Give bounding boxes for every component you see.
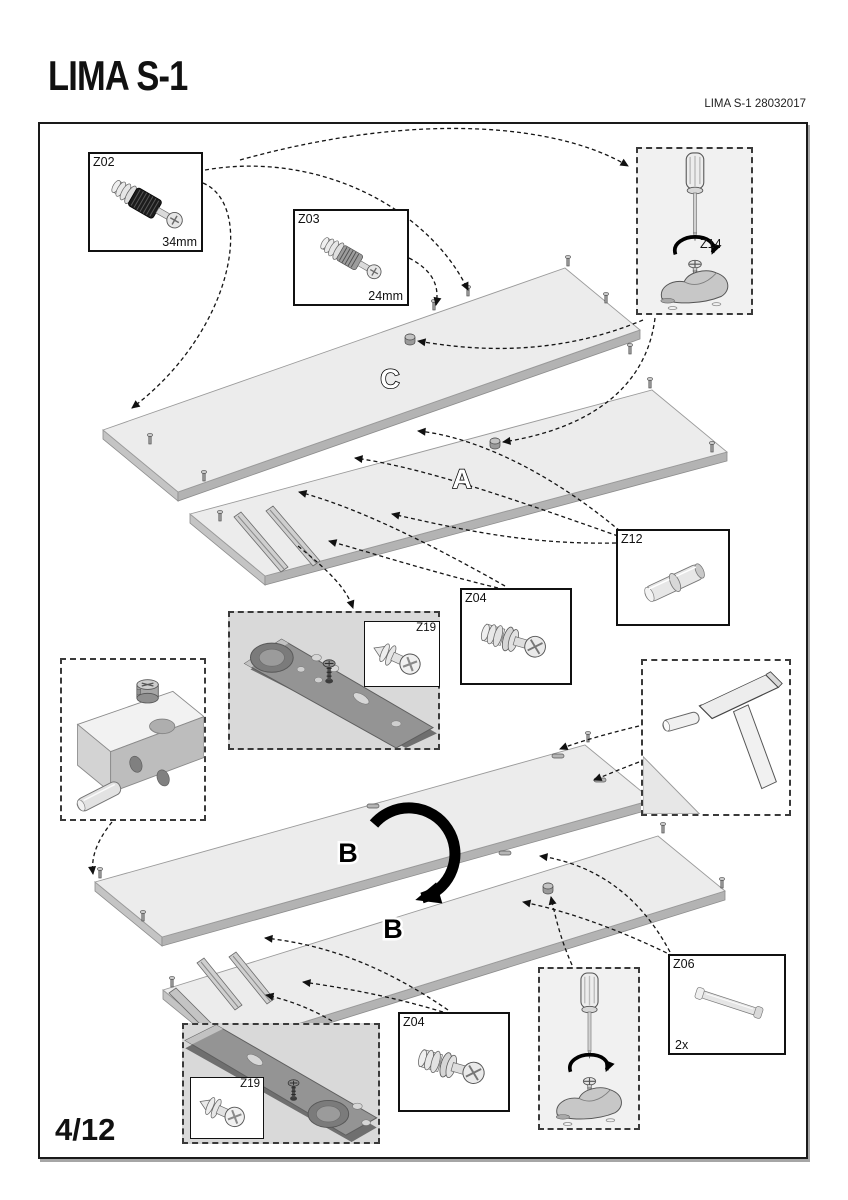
part-box-z04-bottom xyxy=(398,1012,510,1112)
part-box-z06 xyxy=(668,954,786,1055)
flange-screw-icon xyxy=(365,634,438,684)
part-label: Z14 xyxy=(700,237,722,251)
panel-label-b-top: B xyxy=(338,838,358,868)
panel-label-c: C xyxy=(380,364,400,394)
tool-box-screwdriver-top xyxy=(636,147,753,315)
corner-detail-box xyxy=(60,658,206,821)
part-box-z04-top xyxy=(460,588,572,685)
part-box-z02 xyxy=(88,152,203,252)
tool-box-hammer xyxy=(641,659,791,816)
inset-box-z19-bottom xyxy=(190,1077,264,1139)
part-label: Z04 xyxy=(403,1015,425,1029)
panel-label-b-bottom: B xyxy=(383,914,403,944)
cam-bolt-icon xyxy=(92,168,201,240)
doc-reference: LIMA S-1 28032017 xyxy=(704,98,806,110)
size-label: 24mm xyxy=(368,289,403,303)
part-box-z12 xyxy=(616,529,730,626)
part-box-z03 xyxy=(293,209,409,306)
rail-box-top xyxy=(228,611,440,750)
quantity-label: 2x xyxy=(675,1038,689,1052)
dowel-connector-icon xyxy=(622,543,728,623)
panel-label-a: A xyxy=(452,464,472,494)
screwdriver-icon xyxy=(646,151,744,311)
size-label: 34mm xyxy=(162,235,197,249)
part-label: Z03 xyxy=(298,212,320,226)
part-label: Z06 xyxy=(673,957,695,971)
part-label: Z12 xyxy=(621,532,643,546)
part-label: Z19 xyxy=(240,1078,260,1090)
inset-box-z19-top xyxy=(364,621,440,687)
flange-screw-icon xyxy=(191,1088,262,1136)
hammer-icon xyxy=(643,661,789,814)
euro-screw-icon xyxy=(403,1027,507,1109)
tool-box-screwdriver-bottom xyxy=(538,967,640,1130)
rail-box-bottom xyxy=(182,1023,380,1144)
cam-bolt-icon xyxy=(298,225,406,293)
euro-screw-icon xyxy=(465,602,569,682)
part-label: Z02 xyxy=(93,155,115,169)
double-dowel-icon xyxy=(675,970,783,1040)
part-label: Z19 xyxy=(416,622,436,634)
dowel-icon xyxy=(75,780,123,813)
page-number: 4/12 xyxy=(55,1112,116,1147)
page-title: LIMA S-1 xyxy=(48,52,188,99)
panel-corner-icon xyxy=(62,660,204,819)
screwdriver-icon xyxy=(542,971,637,1127)
part-label: Z04 xyxy=(465,591,487,605)
